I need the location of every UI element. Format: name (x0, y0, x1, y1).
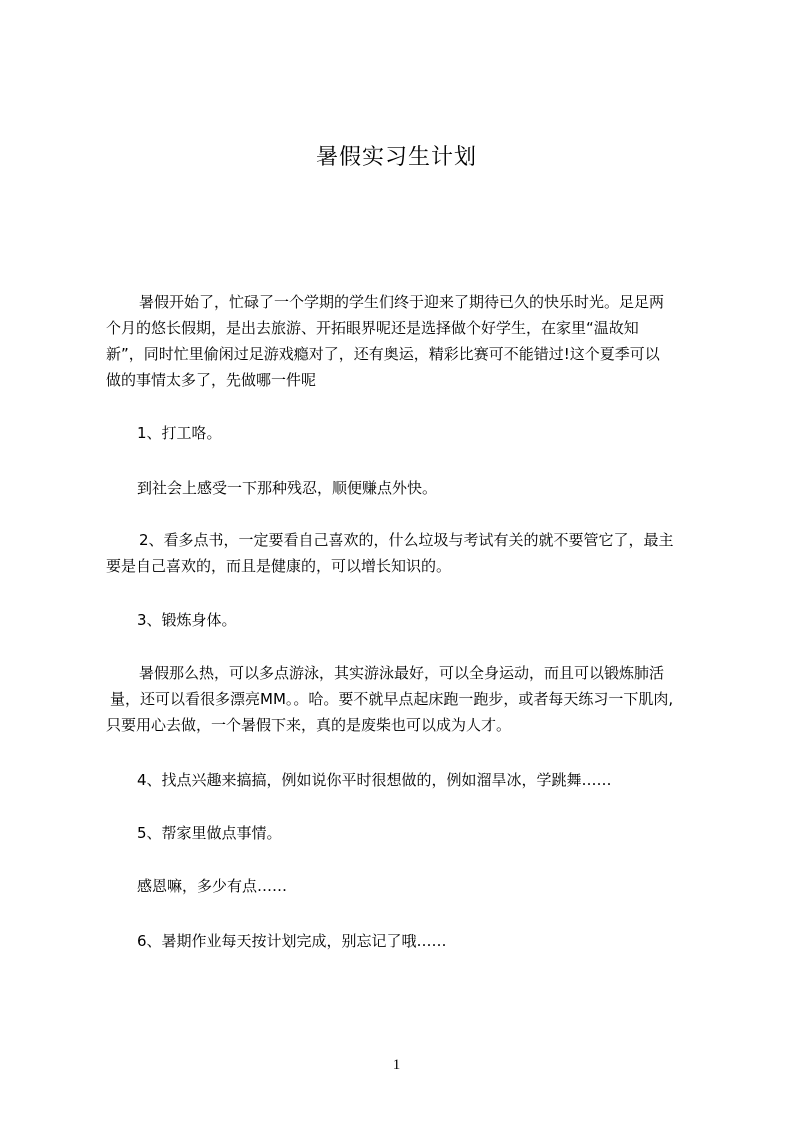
item-2-paragraph (106, 527, 674, 579)
item-3-line-3: 只要用心去做，一个暑假下来，真的是废柴也可以成为人才。 (106, 716, 512, 734)
item-3-paragraph (106, 660, 673, 738)
item-1-detail: 到社会上感受一下那种残忍，顺便赚点外快。 (137, 479, 438, 497)
intro-line-4: 做的事情太多了，先做哪一件呢 (106, 371, 317, 389)
item-2-line-1: 2、看多点书，一定要看自己喜欢的，什么垃圾与考试有关的就不要管它了，最主 (139, 531, 674, 549)
intro-line-2: 个月的悠长假期，是出去旅游、开拓眼界呢还是选择做个好学生，在家里“温故知 (106, 319, 639, 337)
intro-line-1: 暑假开始了，忙碌了一个学期的学生们终于迎来了期待已久的快乐时光。足足两 (139, 293, 665, 311)
intro-line-3: 新”，同时忙里偷闲过足游戏瘾对了，还有奥运，精彩比赛可不能错过!这个夏季可以 (106, 345, 660, 363)
item-1-heading: 1、打工咯。 (137, 424, 222, 442)
item-6-heading: 6、暑期作业每天按计划完成，别忘记了哦…… (137, 932, 447, 950)
item-3-heading: 3、锻炼身体。 (137, 611, 237, 629)
item-2-line-2: 要是自己喜欢的，而且是健康的，可以增长知识的。 (106, 557, 452, 575)
page-title: 暑假实习生计划 (315, 145, 477, 170)
item-3-line-1: 暑假那么热，可以多点游泳，其实游泳最好，可以全身运动，而且可以锻炼肺活 (139, 664, 665, 682)
page-number: 1 (392, 1057, 401, 1073)
item-5-heading: 5、帮家里做点事情。 (137, 824, 282, 842)
item-3-line-2: 量，还可以看很多漂亮MM。。哈。要不就早点起床跑一跑步，或者每天练习一下肌肉, (110, 690, 674, 708)
item-4-heading: 4、找点兴趣来搞搞，例如说你平时很想做的，例如溜旱冰，学跳舞…… (137, 771, 612, 789)
intro-paragraph (106, 289, 664, 393)
item-5-detail: 感恩嘛，多少有点…… (137, 877, 288, 895)
